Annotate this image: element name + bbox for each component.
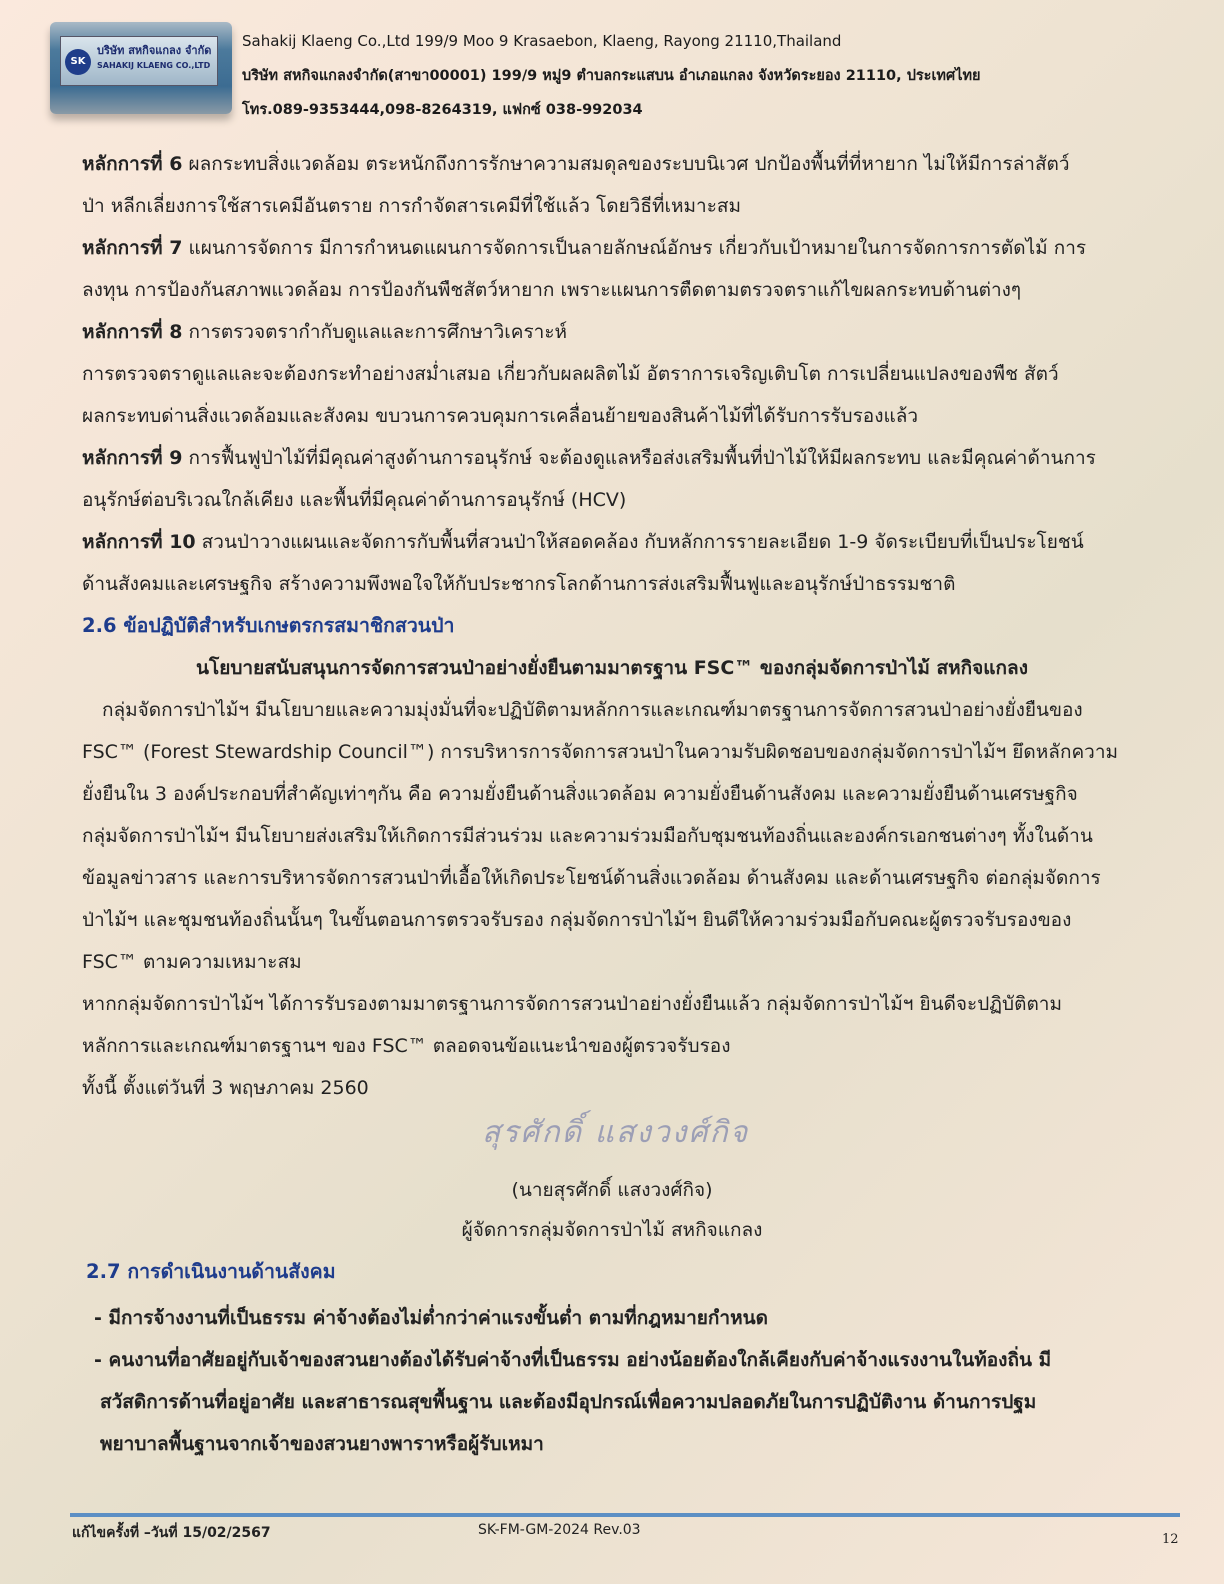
- footer-revision: แก้ไขครั้งที่ –วันที่ 15/02/2567: [72, 1525, 271, 1541]
- policy-line: ป่าไม้ฯ และชุมชนท้องถิ่นนั้นๆ ในขั้นตอนการตรวจรับรอง กลุ่มจัดการป่าไม้ฯ ยินดีให้ความร่วมมือกับคณะผู้ตรวจรับรองของ: [82, 909, 1072, 931]
- signature-area: [82, 1109, 1142, 1171]
- principle-label: หลักการที่ 9: [82, 447, 183, 469]
- principle-7-cont: ลงทุน การป้องกันสภาพแวดล้อม การป้องกันพืชสัตว์หายาก เพราะแผนการตืดตามตรวจตราแก้ไขผลกระทบด้านต่างๆ: [82, 279, 1022, 301]
- policy-line: FSC™ ตามความเหมาะสม: [82, 951, 302, 973]
- bullet-fair-wage: - มีการจ้างงานที่เป็นธรรม ค่าจ้างต้องไม่ต่ำกว่าค่าแรงขั้นต่ำ ตามที่กฎหมายกำหนด: [94, 1307, 768, 1329]
- principle-label: หลักการที่ 6: [82, 153, 183, 175]
- signer-title: ผู้จัดการกลุ่มจัดการป่าไม้ สหกิจแกลง: [461, 1219, 763, 1241]
- footer-doc-code: SK-FM-GM-2024 Rev.03: [478, 1522, 641, 1538]
- principle-8-cont: การตรวจตราดูแลและจะต้องกระทำอย่างสม่ำเสมอ เกี่ยวกับผลผลิตไม้ อัตราการเจริญเติบโต การเปลี่ยนแปลงของพืช สัตว์: [82, 363, 1059, 385]
- bullet-worker-welfare-cont: สวัสดิการด้านที่อยู่อาศัย และสาธารณสุขพื้นฐาน และต้องมีอุปกรณ์เพื่อความปลอดภัยในการปฏิบัติงาน ด้านการปฐม: [100, 1391, 1037, 1413]
- logo-text-english: SAHAKIJ KLAENG CO.,LTD: [97, 61, 211, 70]
- principle-10: [82, 521, 1142, 563]
- principle-text: การตรวจตรากำกับดูแลและการศึกษาวิเคราะห์: [182, 321, 568, 343]
- bullet-worker-welfare: - คนงานที่อาศัยอยู่กับเจ้าของสวนยางต้องได้รับค่าจ้างที่เป็นธรรม อย่างน้อยต้องใกล้เคียงกับค่าจ้างแรงงานในท้องถิ่น มี: [94, 1349, 1052, 1371]
- principle-text: การฟื้นฟูป่าไม้ที่มีคุณค่าสูงด้านการอนุรักษ์ จะต้องดูแลหรือส่งเสริมพื้นที่ป่าไม้ให้มีผลกระทบ และมีคุณค่าด้านการ: [182, 447, 1096, 469]
- principle-label: หลักการที่ 10: [82, 531, 196, 553]
- footer-divider: [70, 1513, 1180, 1517]
- policy-line: ยั่งยืนใน 3 องค์ประกอบที่สำคัญเท่าๆกัน คือ ความยั่งยืนด้านสิ่งแวดล้อม ความยั่งยืนด้านสังคม และความยั่งยืนด้านเศรษฐกิจ: [82, 783, 1078, 805]
- section-2-7-heading: 2.7 การดำเนินงานด้านสังคม: [86, 1260, 336, 1283]
- company-sign: [60, 36, 218, 86]
- handwritten-signature: สุรศักดิ์ แสงวงศ์กิจ: [482, 1115, 750, 1150]
- principle-7: [82, 227, 1142, 269]
- letterhead: [50, 22, 1180, 122]
- principle-label: หลักการที่ 7: [82, 237, 183, 259]
- principle-8: [82, 311, 1142, 353]
- company-address-english: Sahakij Klaeng Co.,Ltd 199/9 Moo 9 Krasaebon, Klaeng, Rayong 21110,Thailand: [242, 32, 842, 50]
- policy-line: กลุ่มจัดการป่าไม้ฯ มีนโยบายส่งเสริมให้เกิดการมีส่วนร่วม และความร่วมมือกับชุมชนท้องถิ่นและองค์กรเอกชนต่างๆ ทั้งในด้าน: [82, 825, 1093, 847]
- logo-text-thai: บริษัท สหกิจแกลง จำกัด: [97, 44, 212, 57]
- document-body: [82, 143, 1142, 1465]
- principle-8-cont: ผลกระทบด่านสิ่งแวดล้อมและสังคม ขบวนการควบคุมการเคลื่อนย้ายของสินค้าไม้ที่ได้รับการรับรองแล้ว: [82, 405, 919, 427]
- bullet-worker-welfare-cont: พยาบาลพื้นฐานจากเจ้าของสวนยางพาราหรือผู้รับเหมา: [100, 1433, 544, 1455]
- principle-text: ผลกระทบสิ่งแวดล้อม ตระหนักถึงการรักษาความสมดุลของระบบนิเวศ ปกป้องพื้นที่ที่หายาก ไม่ให้มีการล่าสัตว์: [182, 153, 1070, 175]
- policy-line: หากกลุ่มจัดการป่าไม้ฯ ได้การรับรองตามมาตรฐานการจัดการสวนป่าอย่างยั่งยืนแล้ว กลุ่มจัดการป่าไม้ฯ ยินดีจะปฏิบัติตาม: [82, 993, 1062, 1015]
- sk-logo-mark: SK: [65, 49, 91, 75]
- policy-title: นโยบายสนับสนุนการจัดการสวนป่าอย่างยั่งยืนตามมาตรฐาน FSC™ ของกลุ่มจัดการป่าไม้ สหกิจแกลง: [196, 657, 1028, 679]
- policy-line: กลุ่มจัดการป่าไม้ฯ มีนโยบายและความมุ่งมั่นที่จะปฏิบัติตามหลักการและเกณฑ์มาตรฐานการจัดการสวนป่าอย่างยั่งยืนของ: [102, 699, 1083, 721]
- policy-line: หลักการและเกณฑ์มาตรฐานฯ ของ FSC™ ตลอดจนข้อแนะนำของผู้ตรวจรับรอง: [82, 1035, 731, 1057]
- principle-9-cont: อนุรักษ์ต่อบริเวณใกล้เคียง และพื้นที่มีคุณค่าด้านการอนุรักษ์ (HCV): [82, 489, 627, 511]
- principle-text: แผนการจัดการ มีการกำหนดแผนการจัดการเป็นลายลักษณ์อักษร เกี่ยวกับเป้าหมายในการจัดการการตัดไม้ การ: [182, 237, 1087, 259]
- policy-line: FSC™ (Forest Stewardship Council™) การบริหารการจัดการสวนป่าในความรับผิดชอบของกลุ่มจัดการป่าไม้ฯ ยึดหลักความ: [82, 741, 1119, 763]
- effective-date: ทั้งนี้ ตั้งแต่วันที่ 3 พฤษภาคม 2560: [82, 1077, 369, 1099]
- principle-text: สวนป่าวางแผนและจัดการกับพื้นที่สวนป่าให้สอดคล้อง กับหลักการรายละเอียด 1-9 จัดระเบียบที่เป็นประโยชน์: [195, 531, 1084, 553]
- principle-6-cont: ป่า หลีกเลี่ยงการใช้สารเคมีอันตราย การกำจัดสารเคมีที่ใช้แล้ว โดยวิธีที่เหมาะสม: [82, 195, 742, 217]
- principle-9: [82, 437, 1142, 479]
- principle-label: หลักการที่ 8: [82, 321, 183, 343]
- company-logo-photo: [50, 22, 232, 114]
- page-number: 12: [1162, 1532, 1179, 1547]
- section-2-6-heading: 2.6 ข้อปฏิบัติสำหรับเกษตรกรสมาชิกสวนป่า: [82, 614, 455, 637]
- policy-line: ข้อมูลข่าวสาร และการบริหารจัดการสวนป่าที่เอื้อให้เกิดประโยชน์ด้านสิ่งแวดล้อม ด้านสังคม และด้านเศรษฐกิจ ต่อกลุ่มจัดการ: [82, 867, 1101, 889]
- company-phone: โทร.089-9353444,098-8264319, แฟกซ์ 038-992034: [242, 102, 643, 118]
- company-address-thai: บริษัท สหกิจแกลงจำกัด(สาขา00001) 199/9 หมู่9 ตำบลกระแสบน อำเภอแกลง จังหวัดระยอง 21110, ประเทศไทย: [242, 68, 981, 84]
- principle-10-cont: ด้านสังคมและเศรษฐกิจ สร้างความพึงพอใจให้กับประชากรโลกด้านการส่งเสริมฟื้นฟูและอนุรักษ์ป่าธรรมชาติ: [82, 573, 956, 595]
- signer-name: (นายสุรศักดิ์ แสงวงศ์กิจ): [511, 1179, 713, 1201]
- principle-6: [82, 143, 1142, 185]
